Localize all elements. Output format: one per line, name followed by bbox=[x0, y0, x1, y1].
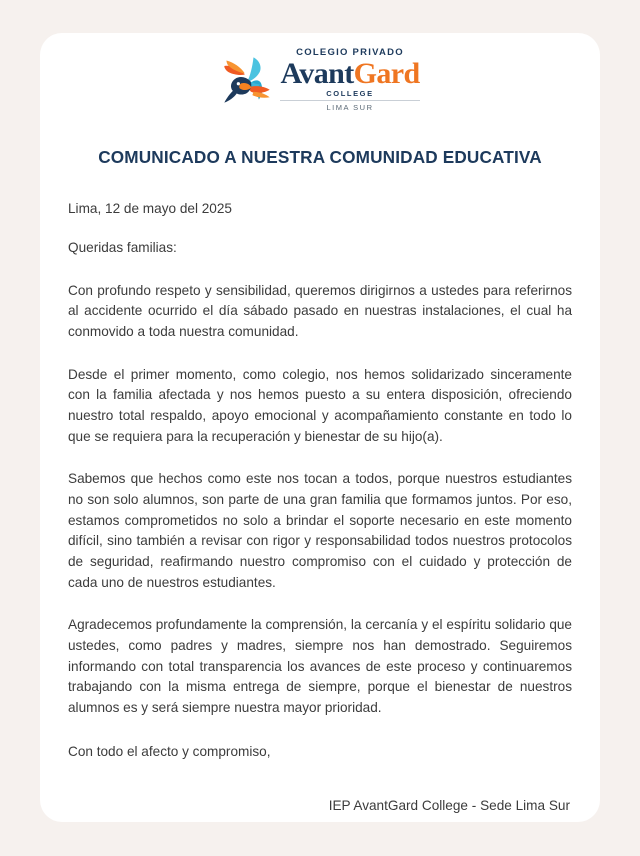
closing-line: Con todo el afecto y compromiso, bbox=[68, 743, 271, 759]
letter-card bbox=[40, 33, 600, 822]
paragraph-1: Con profundo respeto y sensibilidad, queremos dirigirnos a ustedes para referirnos al accidente ocurrido el día sábado pasado en nuestras instalaciones, el cual ha conmovido a toda nuestra comunidad. bbox=[68, 282, 572, 340]
paragraph-3: Sabemos que hechos como este nos tocan a todos, porque nuestros estudiantes no son solo alumnos, son parte de una gran familia que formamos juntos. Por eso, estamos comprometidos no solo a brindar el soporte necesario en este momento difícil, sino también a revisar con rigor y responsabilidad todos nuestros protocolos de seguridad, reafirmando nuestro compromiso con el cuidado y protección de cada uno de nuestros estudiantes. bbox=[68, 471, 572, 590]
date-line: Lima, 12 de mayo del 2025 bbox=[68, 201, 232, 216]
logo-wordmark-group bbox=[280, 48, 419, 112]
letter-body bbox=[40, 199, 600, 816]
logo-locality: LIMA SUR bbox=[326, 103, 374, 113]
logo-wordmark bbox=[280, 56, 420, 90]
logo-wordmark-primary: Avant bbox=[280, 56, 354, 90]
logo-divider bbox=[280, 100, 419, 101]
salutation: Queridas familias: bbox=[68, 240, 177, 256]
signature-line: IEP AvantGard College - Sede Lima Sur bbox=[328, 797, 570, 813]
paragraph-4: Agradecemos profundamente la comprensión, la cercanía y el espíritu solidario que ustedes, como padres y madres, siempre nos han demostrado. Seguiremos informando con total transparencia los avances de este proceso y continuaremos trabajando con la misma entrega de siempre, porque el bienestar de nuestros alumnos es y será siempre nuestra mayor prioridad. bbox=[68, 617, 572, 715]
school-logo bbox=[40, 33, 600, 113]
page-title: COMUNICADO A NUESTRA COMUNIDAD EDUCATIVA bbox=[98, 147, 542, 167]
paragraph-2: Desde el primer momento, como colegio, nos hemos solidarizado sinceramente con la familia afectada y nos hemos puesto a su entera disposición, ofreciendo nuestro total respaldo, apoyo emocional y acompañamiento constante en todo lo que se requiera para la recuperación y bienestar de su hijo(a). bbox=[68, 366, 572, 444]
hummingbird-icon bbox=[220, 53, 274, 107]
logo-wordmark-accent: Gard bbox=[353, 56, 420, 90]
logo-kicker: COLEGIO PRIVADO bbox=[296, 47, 404, 59]
logo-subtitle: COLLEGE bbox=[326, 88, 374, 98]
